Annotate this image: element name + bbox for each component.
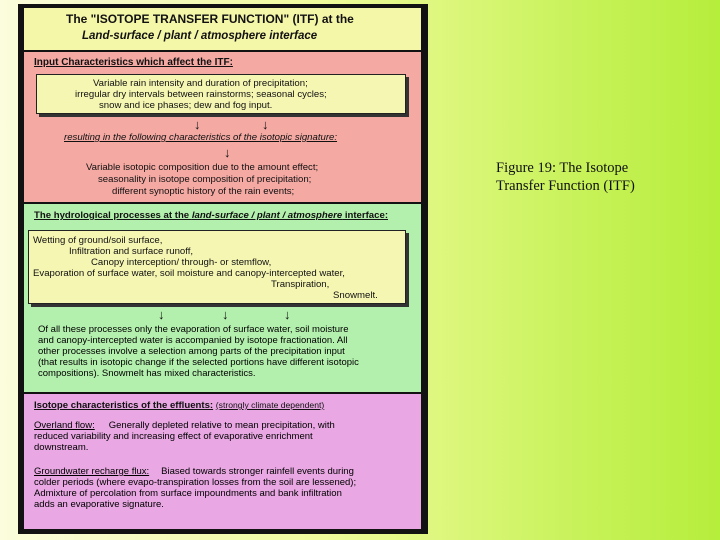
iso-heading-main: Isotope characteristics of the effluents: [34, 400, 214, 411]
caption-line-1: Figure 19: The Isotope [496, 160, 629, 176]
input-characteristics-section [24, 52, 421, 202]
gw-line: Admixture of percolation from surface impoundments and bank infiltration [34, 488, 342, 499]
groundwater-recharge-block [34, 466, 410, 510]
down-arrow-icon: ↓ [262, 117, 269, 132]
gw-text: Biased towards stronger rainfell events during [161, 466, 354, 477]
process-line: Wetting of ground/soil surface, [33, 235, 163, 246]
process-line: Canopy interception/ through- or stemflow, [91, 257, 272, 268]
effluent-isotope-section [24, 394, 421, 529]
overland-line: downstream. [34, 442, 89, 453]
fractionation-paragraph [38, 324, 410, 379]
title-section [24, 8, 421, 50]
gw-line [34, 466, 410, 477]
processes-box [28, 230, 406, 304]
gw-label: Groundwater recharge flux: [34, 466, 150, 477]
title-line-1: The "ISOTOPE TRANSFER FUNCTION" (ITF) at the [66, 12, 354, 26]
signature-line: seasonality in isotope composition of precipitation; [98, 174, 312, 185]
process-line: Transpiration, [271, 279, 330, 290]
down-arrow-icon: ↓ [194, 117, 201, 132]
figure-caption [496, 159, 706, 195]
result-line: resulting in the following characteristics of the isotopic signature: [64, 132, 338, 143]
input-box [36, 74, 406, 114]
overland-text: Generally depleted relative to mean precipitation, with [108, 420, 335, 431]
overland-label: Overland flow: [34, 420, 95, 431]
signature-line: different synoptic history of the rain events; [112, 186, 295, 197]
hydro-heading-suffix: interface: [342, 210, 389, 221]
process-line: Infiltration and surface runoff, [69, 246, 194, 257]
hydro-heading-italic: land-surface / plant / atmosphere [191, 210, 343, 221]
itf-figure-scan [18, 4, 428, 534]
paragraph-line: and canopy-intercepted water is accompanied by isotope fractionation. All [38, 335, 348, 346]
input-box-line: Variable rain intensity and duration of precipitation; [93, 78, 308, 89]
input-heading: Input Characteristics which affect the ITF: [34, 57, 233, 68]
hydro-heading [34, 210, 388, 221]
paragraph-line: other processes involve a selection among parts of the precipitation input [38, 346, 345, 357]
down-arrow-icon: ↓ [222, 307, 229, 322]
caption-line-2: Transfer Function (ITF) [496, 178, 635, 194]
paragraph-line: Of all these processes only the evaporation of surface water, soil moisture [38, 324, 349, 335]
signature-line: Variable isotopic composition due to the amount effect; [86, 162, 319, 173]
iso-heading-note: (strongly climate dependent) [215, 400, 325, 410]
down-arrow-icon: ↓ [224, 145, 231, 160]
hydrological-processes-section [24, 204, 421, 392]
gw-line: colder periods (where evapo-transpiration losses from the soil are lessened); [34, 477, 357, 488]
paragraph-line: compositions). Snowmelt has mixed characteristics. [38, 368, 256, 379]
down-arrow-icon: ↓ [284, 307, 291, 322]
title-line-2: Land-surface / plant / atmosphere interface [82, 30, 318, 42]
hydro-heading-prefix: The hydrological processes at the [34, 210, 192, 221]
iso-heading [34, 400, 324, 411]
overland-flow-block [34, 420, 410, 453]
process-line: Evaporation of surface water, soil moisture and canopy-intercepted water, [33, 268, 345, 279]
down-arrow-icon: ↓ [158, 307, 165, 322]
overland-line [34, 420, 410, 431]
input-box-line: snow and ice phases; dew and fog input. [99, 100, 273, 111]
overland-line: reduced variability and increasing effect of evaporative enrichment [34, 431, 313, 442]
process-line: Snowmelt. [333, 290, 378, 301]
paragraph-line: (that results in isotopic change if the selected portions have different isotopic [38, 357, 359, 368]
gw-line: adds an evaporative signature. [34, 499, 164, 510]
input-box-line: irregular dry intervals between rainstorms; seasonal cycles; [75, 89, 327, 100]
